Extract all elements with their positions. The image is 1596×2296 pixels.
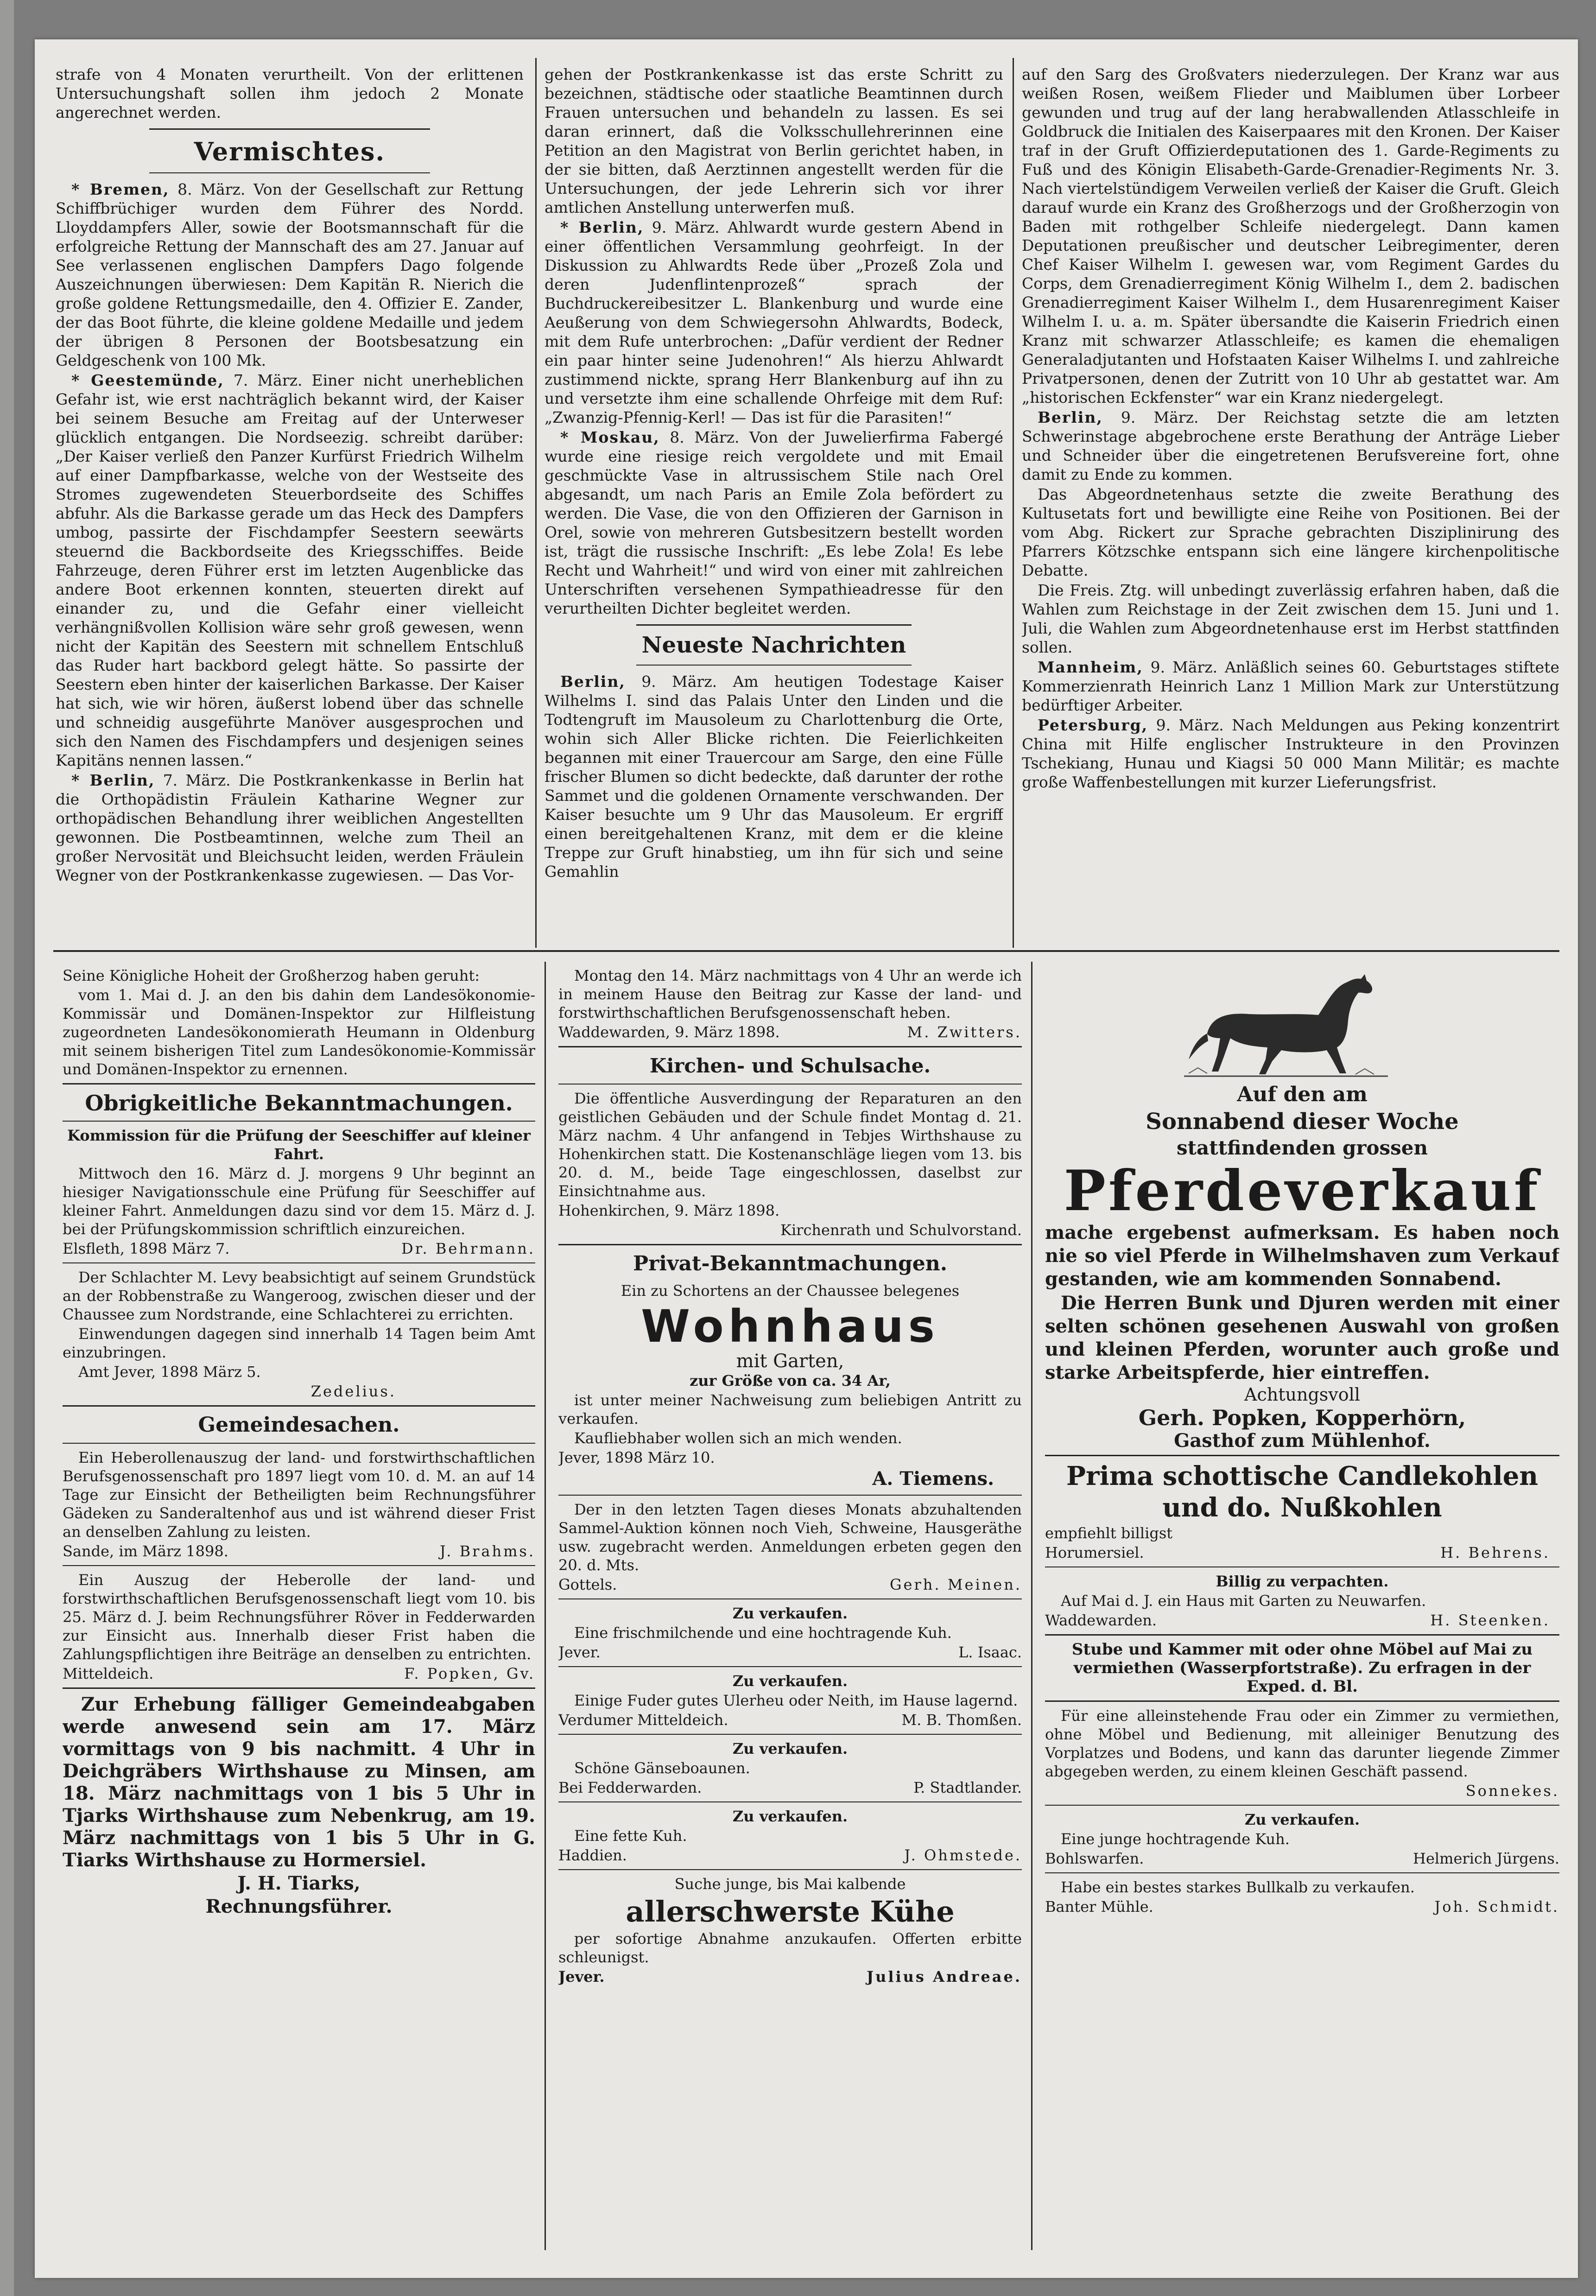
divider [63, 1565, 535, 1566]
ad-kohlen-text: empfiehlt billigst [1045, 1524, 1173, 1542]
signature: P. Stadtlander. [913, 1779, 1022, 1796]
ad-pferd-line-2: Sonnabend dieser Woche [1146, 1109, 1459, 1135]
ad-pferd-line-3: stattfindenden grossen [1176, 1136, 1428, 1159]
notice-levy-text: Der Schlachter M. Levy beabsichtigt auf seinem Grundstück an der Robbenstraße zu Wangeroog, zwischen dieser und der Chaussee zum Nordstrande, eine Schlachterei zu errichten. [63, 1269, 535, 1323]
ad-text: Eine junge hochtragende Kuh. [1061, 1830, 1290, 1848]
section-heading-obrigkeitlich: Obrigkeitliche Bekanntmachungen. [85, 1091, 513, 1116]
divider [558, 1598, 1022, 1599]
notice-grossherzog-intro: Seine Königliche Hoheit der Großherzog haben geruht: [63, 967, 480, 984]
article-berlin [56, 771, 524, 885]
news-column-3 [1022, 65, 1559, 945]
ad-wohnhaus-garten: mit Garten, [736, 1351, 844, 1372]
ad-pferd-greeting: Achtungsvoll [1244, 1384, 1360, 1405]
place: Bohlswarfen. [1045, 1850, 1144, 1867]
place: Banter Mühle. [1045, 1898, 1153, 1915]
signature: L. Isaac. [958, 1643, 1022, 1661]
signature: H. Steenken. [1430, 1611, 1550, 1629]
place: Jever. [558, 1968, 605, 1985]
divider [63, 1443, 535, 1444]
place-date: Waddewarden, 9. März 1898. [558, 1023, 780, 1041]
section-heading-privat: Privat-Bekanntmachungen. [633, 1252, 948, 1275]
dateline: * Berlin, [71, 771, 155, 789]
notice-grossherzog-text: vom 1. Mai d. J. an den bis dahin dem Landesökonomie-Kommissär und Domänen-Inspektor zur Hilfleistung zugeordneten Landesökonomierath Heumann in Oldenburg mit seinem bisherigen Titel zum Landesökonomie-Kommissär und Domänen-Inspektor zu ernennen. [63, 986, 535, 1078]
place: Waddewarden. [1045, 1611, 1157, 1629]
signature: Sonnekes. [1465, 1782, 1559, 1800]
article-berlin-todestag [545, 672, 1003, 881]
news-column-2 [545, 65, 1003, 945]
signature: Gerh. Meinen. [889, 1576, 1022, 1593]
divider [149, 128, 430, 130]
ad-kuehe-title: allerschwerste Kühe [626, 1895, 955, 1928]
ad-pferd-sender: Gerh. Popken, Kopperhörn, [1138, 1405, 1466, 1430]
signature: Dr. Behrmann. [401, 1240, 535, 1257]
intro-text: strafe von 4 Monaten verurtheilt. Von der erlittenen Untersuchungshaft sollen ihm jedoch 2 Monate angerechnet werden. [56, 65, 524, 121]
divider [558, 1666, 1022, 1667]
ad-heading: Billig zu verpachten. [1216, 1573, 1389, 1590]
place: Gottels. [558, 1576, 617, 1593]
notice-kommission-title: Kommission für die Prüfung der Seeschiffer auf kleiner Fahrt. [67, 1127, 531, 1163]
ad-zimmer: Für eine alleinstehende Frau oder ein Zimmer zu vermiethen, ohne Möbel und Bedienung, mit alleiniger Benutzung des Vorplatzes und Bodens, und kann das darunter liegende Zimmer abgegeben werden, zu einem kleinen Geschäft passend. [1045, 1707, 1559, 1780]
signature: J. Ohmstede. [904, 1846, 1022, 1864]
article-text: 9. März. Der Reichstag setzte die am letzten Schwerinstage abgebrochene erste Berathung der Anträge Lieber und Schneider über die eingetretenen Berufsvereine fort, ohne damit zu Ende zu kommen. [1022, 408, 1559, 483]
dateline: Berlin, [1038, 408, 1103, 426]
place: Haddien. [558, 1846, 627, 1864]
divider [558, 1046, 1022, 1047]
ad-wohnhaus-size: zur Größe von ca. 34 Ar, [690, 1372, 891, 1389]
ad-pferd-text: mache ergebenst aufmerksam. Es haben noch nie so viel Pferde in Wilhelmshaven zum Verkauf gestanden, wie am kommenden Sonnabend. [1045, 1222, 1559, 1290]
ad-heading: Zu verkaufen. [1244, 1811, 1360, 1828]
ad-pferd-line-1: Auf den am [1237, 1083, 1368, 1106]
signature: J. Brahms. [439, 1542, 535, 1560]
signature: M. B. Thomßen. [901, 1711, 1022, 1729]
ad-kohlen-title-2: und do. Nußkohlen [1162, 1492, 1442, 1523]
ad-column-1 [63, 966, 535, 2255]
divider [558, 1244, 1022, 1245]
place-date: Elsfleth, 1898 März 7. [63, 1240, 230, 1257]
divider [149, 172, 430, 173]
horse-icon [1179, 969, 1393, 1080]
section-heading-gemeindesachen: Gemeindesachen. [198, 1413, 400, 1437]
notice-kommission-text: Mittwoch den 16. März d. J. morgens 9 Uhr beginnt an hiesiger Navigationsschule eine Prüfung für Seeschiffer auf kleiner Fahrt. Anmeldungen dazu sind vor dem 15. März d. J. bei der Prüfungskommission schriftlich einzureichen. [63, 1165, 535, 1238]
scan-edge [0, 0, 14, 2296]
place: Bei Fedderwarden. [558, 1779, 702, 1796]
ad-wohnhaus-text: ist unter meiner Nachweisung zum beliebigen Antritt zu verkaufen. [558, 1391, 1022, 1427]
notice-heberolle-1: Ein Heberollenauszug der land- und forstwirthschaftlichen Berufsgenossenschaft pro 1897 liegt vom 10. d. M. an auf 14 Tage zur Einsicht der Betheiligten beim Rechnungsführer Gädeken zu Sanderaltenhof aus und ist während dieser Frist an denselben Zahlung zu leisten. [63, 1449, 535, 1541]
divider [63, 1405, 535, 1407]
divider [558, 1734, 1022, 1735]
column-rule-2 [1013, 58, 1014, 948]
divider [558, 1801, 1022, 1802]
ad-stube: Stube und Kammer mit oder ohne Möbel auf Mai zu vermiethen (Wasserpfortstraße). Zu erfragen in der Exped. d. Bl. [1071, 1640, 1533, 1696]
divider [63, 1262, 535, 1263]
place-date: Hohenkirchen, 9. März 1898. [558, 1202, 780, 1219]
signature: H. Behrens. [1440, 1544, 1550, 1561]
article-geestemuende [56, 371, 524, 770]
notice-levy-text-2: Einwendungen dagegen sind innerhalb 14 Tagen beim Amt einzubringen. [63, 1325, 535, 1361]
article-freis-ztg: Die Freis. Ztg. will unbedingt zuverlässig erfahren haben, daß die Wahlen zum Reichstage in der Zeit zwischen dem 15. Juni und 1. Juli, die Wahlen zum Abgeordnetenhause erst im Herbst stattfinden sollen. [1022, 581, 1559, 656]
article-text: 8. März. Von der Gesellschaft zur Rettung Schiffbrüchiger wurden dem Führer des Nordd. Lloyddampfers Aller, sowie der Bootsmannschaft für die erfolgreiche Rettung der Mannschaft des am 27. Januar auf See verlassenen englischen Dampfers Dago folgende Auszeichnungen überwiesen: Dem Kapitän R. Nierich die große goldene Rettungsmedaille, den 4. Offizier E. Zander, der das Boot führte, die kleine goldene Medaille und jedem der übrigen 8 Personen der Bootsbesatzung ein Geldgeschenk von 100 Mk. [56, 180, 524, 369]
article-berlin-ahlwardt [545, 218, 1003, 427]
ad-wohnhaus-title: Wohnhaus [641, 1300, 939, 1352]
divider [636, 624, 912, 626]
place: Horumersiel. [1045, 1544, 1144, 1561]
signature: Helmerich Jürgens. [1413, 1850, 1559, 1867]
section-heading-vermischtes: Vermischtes. [194, 137, 386, 166]
ad-text: Einige Fuder gutes Ulerheu oder Neith, im Hause lagernd. [574, 1692, 1018, 1709]
ad-pferd-gasthof: Gasthof zum Mühlenhof. [1174, 1430, 1431, 1452]
article-moskau [545, 428, 1003, 618]
divider [1045, 1700, 1559, 1702]
dateline: Petersburg, [1038, 716, 1148, 734]
signature-title: Rechnungsführer. [205, 1896, 393, 1917]
ad-wohnhaus-text-2: Kaufliebhaber wollen sich an mich wenden. [574, 1429, 902, 1447]
place: Jever. [558, 1643, 601, 1661]
dateline: * Berlin, [560, 218, 644, 236]
ad-column-rule-2 [1031, 962, 1032, 2250]
ad-column-3 [1045, 966, 1559, 2255]
place-date: Mitteldeich. [63, 1665, 154, 1682]
dateline: * Geestemünde, [71, 371, 224, 389]
dateline: * Moskau, [560, 428, 660, 446]
divider [1045, 1634, 1559, 1636]
signature: J. H. Tiarks, [237, 1872, 361, 1894]
divider [558, 1084, 1022, 1085]
dateline: * Bremen, [71, 180, 170, 198]
ad-kohlen-title-1: Prima schottische Candlekohlen [1066, 1461, 1539, 1491]
divider [1045, 1455, 1559, 1456]
ad-heading: Zu verkaufen. [732, 1605, 848, 1622]
place-date: Jever, 1898 März 10. [558, 1449, 715, 1466]
ad-kuehe-text: per sofortige Abnahme anzukaufen. Offerten erbitte schleunigst. [558, 1930, 1022, 1966]
article-text: 7. März. Die Postkrankenkasse in Berlin hat die Orthopädistin Fräulein Katharine Wegner zur orthopädischen Behandlung ihrer weiblichen Angestellten gewonnen. Die Postbeamtinnen, welche zum Theil an großer Nervosität und Bleichsucht leiden, werden Fräulein Wegner von der Postkrankenkasse zugewiesen. — Das Vor- [56, 771, 524, 884]
signature: F. Popken, Gv. [404, 1665, 535, 1682]
divider [63, 1083, 535, 1085]
divider [63, 1121, 535, 1122]
section-heading-kirchen: Kirchen- und Schulsache. [649, 1054, 931, 1077]
horse-illustration [1045, 966, 1559, 1082]
article-text: 9. März. Am heutigen Todestage Kaiser Wilhelms I. sind das Palais Unter den Linden und die Todtengruft im Mausoleum zu Charlottenburg die Orte, wohin sich Aller Blicke richten. Die Feierlichkeiten begannen mit einer Trauercour am Sarge, den eine Fülle frischer Blumen so dicht bedeckte, daß darunter der rothe Sammet und die goldenen Ornamente verschwanden. Der Kaiser besuchte um 9 Uhr das Mausoleum. Er ergriff einen bereitgehaltenen Kranz, mit dem er die kleine Treppe zur Gruft hinabstieg, um ihn für sich und seine Gemahlin [545, 672, 1003, 881]
section-rule [53, 950, 1559, 952]
article-abgeordnetenhaus: Das Abgeordnetenhaus setzte die zweite Berathung des Kultusetats fort und bewilligte eine Reihe von Positionen. Bei der vom Abg. Rickert zur Sprache gebrachten Disziplinirung des Pfarrers Kötzschke entspann sich eine längere kirchenpolitische Debatte. [1022, 485, 1559, 579]
signature: A. Tiemens. [872, 1468, 994, 1490]
ad-wohnhaus-intro: Ein zu Schortens an der Chaussee belegenes [621, 1282, 960, 1300]
signature: Joh. Schmidt. [1434, 1898, 1559, 1915]
ad-text: Eine frischmilchende und eine hochtragende Kuh. [574, 1624, 952, 1642]
article-text: 9. März. Anläßlich seines 60. Geburtstages stiftete Kommerzienrath Heinrich Lanz 1 Million Mark zur Unterstützung bedürftiger Arbeiter. [1022, 658, 1559, 714]
article-continuation: auf den Sarg des Großvaters niederzulegen. Der Kranz war aus weißen Rosen, weißem Flieder und Maiblumen über Lorbeer gewunden und trug auf der lang herabwallenden Atlasschleife in Goldbruck die Initialen des Kaiserpaares mit den Kronen. Der Kaiser traf in der Gruft Offizierdeputationen des 1. Garde-Regiments zu Fuß und des Königin Elisabeth-Garde-Grenadier-Regiments Nr. 3. Nach viertelstündigem Verweilen verließ der Kaiser die Gruft. Gleich darauf wurde ein Kranz des Großherzogs und der Großherzogin von Baden mit rothgelber Schleife niedergelegt. Dann kamen Deputationen preußischer und deutscher Leibregimenter, deren Chef Kaiser Wilhelm I. gewesen war, vom Regiment Gardes du Corps, dem Grenadierregiment König Wilhelm I., dem 2. badischen Grenadierregiment Kaiser Wilhelm I., dem Husarenregiment Kaiser Wilhelm I. u. a. m. Später übersandte die Kaiserin Friedrich einen Kranz mit schwarzer Atlasschleife; es kamen die ehemaligen Generaladjutanten und Hofstaaten Kaiser Wilhelms I. und zahlreiche Privatpersonen, denen der Zutritt von 10 Uhr ab gestattet war. Am „historischen Eckfenster“ war ein Kranz niedergelegt. [1022, 65, 1559, 406]
ad-column-rule-1 [545, 962, 546, 2250]
ad-pferd-title: Pferdeverkauf [1064, 1158, 1541, 1224]
newspaper-page [35, 39, 1578, 2278]
ad-kuehe-intro: Suche junge, bis Mai kalbende [674, 1875, 906, 1893]
article-text: 9. März. Nach Meldungen aus Peking konzentrirt China mit Hilfe englischer Instrukteure in den Provinzen Tschekiang, Hunau und Kiagsi 50 000 Mann Militär; es machte große Waffenbestellungen mit kurzer Lieferungsfrist. [1022, 716, 1559, 791]
article-berlin-reichstag [1022, 408, 1559, 484]
article-text: 8. März. Von der Juwelierfirma Fabergé wurde eine riesige reich vergoldete und mit Email geschmückte Vase in altrussischem Stile nach Orel abgesandt, um nach Paris an Emile Zola befördert zu werden. Die Vase, die von den Offizieren der Garnison in Orel, sowie von mehreren Gutsbesitzern bestellt worden ist, trägt die russische Inschrift: „Es lebe Zola! Es lebe Recht und Wahrheit!“ und wird von einer mit zahlreichen Unterschriften versehenen Sympathieadresse für den verurtheilten Dichter begleitet werden. [545, 428, 1003, 617]
notice-ausverdingung: Die öffentliche Ausverdingung der Reparaturen an den geistlichen Gebäuden und der Schule findet Montag d. 21. März nachm. 4 Uhr anfangend in Tebjes Wirthshause zu Hohenkirchen statt. Die Kostenanschläge liegen vom 13. bis 20. d. M., beide Tage eingeschlossen, daselbst zur Einsichtnahme aus. [558, 1090, 1022, 1200]
signature: Kirchenrath und Schulvorstand. [780, 1221, 1022, 1239]
article-petersburg [1022, 716, 1559, 792]
divider [63, 1687, 535, 1689]
divider [1045, 1805, 1559, 1806]
article-bremen [56, 180, 524, 370]
divider [1045, 1872, 1559, 1873]
ad-heading: Zu verkaufen. [732, 1808, 848, 1825]
dateline: Berlin, [560, 672, 626, 691]
section-heading-neueste: Neueste Nachrichten [641, 632, 906, 658]
ad-heading: Zu verkaufen. [732, 1740, 848, 1757]
dateline: Mannheim, [1038, 658, 1143, 676]
place-date: Amt Jever, 1898 März 5. [78, 1363, 261, 1381]
ad-bullkalb: Habe ein bestes starkes Bullkalb zu verkaufen. [1061, 1878, 1415, 1896]
ad-text: Auf Mai d. J. ein Haus mit Garten zu Neuwarfen. [1061, 1592, 1426, 1610]
notice-erhebung: Zur Erhebung fälliger Gemeindeabgaben werde anwesend sein am 17. März vormittags von 9 bis nachmitt. 4 Uhr in Deichgräbers Wirthshause zu Minsen, am 18. März nachmittags von 1 bis 5 Uhr in Tjarks Wirthshause zum Nebenkrug, am 19. März nachmittags von 1 bis 5 Uhr in G. Tiarks Wirthshause zu Hormersiel. [63, 1693, 535, 1871]
news-column-1 [56, 65, 524, 945]
divider [558, 1495, 1022, 1496]
signature: M. Zwitters. [907, 1023, 1022, 1041]
article-continuation: gehen der Postkrankenkasse ist das erste Schritt zu bezeichnen, städtische oder staatliche Beamtinnen durch Frauen untersuchen und behandeln zu lassen. Es sei daran erinnert, daß die Volksschullehrerinnen eine Petition an den Magistrat von Berlin gerichtet haben, in der sie bitten, daß Aerztinnen angestellt werden für die Untersuchungen, der jede Lehrerin sich vor ihrer amtlichen Anstellung unterwerfen muß. [545, 65, 1003, 216]
notice-heberolle-2: Ein Auszug der Heberolle der land- und forstwirthschaftlichen Berufsgenossenschaft liegt vom 10. bis 25. März d. J. beim Rechnungsführer Röver in Fedderwarden zur Einsicht aus. Innerhalb dieser Frist haben die Zahlungspflichtigen ihre Beiträge an denselben zu entrichten. [63, 1571, 535, 1663]
divider [558, 1869, 1022, 1870]
signature: Julius Andreae. [866, 1968, 1022, 1985]
place: Verdumer Mitteldeich. [558, 1711, 728, 1729]
notice-beitrag: Montag den 14. März nachmittags von 4 Uhr an werde ich in meinem Hause den Beitrag zur Kasse der land- und forstwirthschaftlichen Berufsgenossenschaft heben. [558, 967, 1022, 1021]
notice-auktion: Der in den letzten Tagen dieses Monats abzuhaltenden Sammel-Auktion können noch Vieh, Schweine, Hausgeräthe usw. zugebracht werden. Anmeldungen erbeten gegen den 20. d. Mts. [558, 1501, 1022, 1574]
article-mannheim [1022, 658, 1559, 715]
ad-text: Schöne Gänseboaunen. [574, 1759, 750, 1777]
ad-heading: Zu verkaufen. [732, 1672, 848, 1690]
article-text: 9. März. Ahlwardt wurde gestern Abend in einer öffentlichen Versammlung geohrfeigt. In der Diskussion zu Ahlwardts Rede über „Prozeß Zola und deren Judenflintenprozeß“ sprach der Buchdruckereibesitzer L. Blankenburg und wurde eine Aeußerung von dem Schwiegersohn Ahlwardts, Bodeck, mit dem Rufe unterbrochen: „Dafür verdient der Redner ein paar hinter seine Judenohren!“ Als hierzu Ahlwardt zustimmend nickte, sprang Herr Blankenburg auf ihn zu und versetzte ihm eine schallende Ohrfeige mit dem Ruf: „Zwanzig-Pfennig-Kerl! — Das ist für die Parasiten!“ [545, 218, 1003, 426]
place-date: Sande, im März 1898. [63, 1542, 228, 1560]
column-rule-1 [535, 58, 537, 948]
article-text: 7. März. Einer nicht unerheblichen Gefahr ist, wie erst nachträglich bekannt wird, der Kaiser bei seinem Besuche am Freitag auf der Unterweser glücklich entgangen. Die Nordseezig. schreibt darüber: „Der Kaiser verließ den Panzer Kurfürst Friedrich Wilhelm auf einer Dampfbarkasse, welche von der Westseite des Stromes zugewendeten Steuerbordseite des Schiffes abfuhr. Als die Barkasse gerade um das Heck des Dampfers umbog, passirte der Fischdampfer Seestern seewärts steuernd die Backbordseite des Kriegsschiffes. Beide Fahrzeuge, deren Führer erst im letzten Augenblicke das andere Boot erkennen konnten, steuerten direkt auf einander zu, und die Gefahr einer vielleicht verhängnißvollen Kollision wäre sehr groß gewesen, wenn nicht der Kapitän des Seestern mit schnellem Entschluß das Ruder hart backbord gelegt hätte. So passirte der Seestern eben hinter der kaiserlichen Barkasse. Der Kaiser hat sich, wie wir hören, äußerst lobend über das schnelle und schneidig ausgeführte Manöver ausgesprochen und sich den Namen des Fischdampfers und desjenigen seines Kapitäns nennen lassen.“ [56, 371, 524, 769]
divider [636, 665, 912, 666]
ad-text: Eine fette Kuh. [574, 1827, 687, 1845]
ad-column-2 [558, 966, 1022, 2255]
ad-pferd-text-2: Die Herren Bunk und Djuren werden mit einer selten schönen gesehenen Auswahl von großen und kleinen Pferden, worunter auch große und starke Arbeitspferde, hier eintreffen. [1045, 1292, 1559, 1383]
signature: Zedelius. [310, 1383, 396, 1400]
